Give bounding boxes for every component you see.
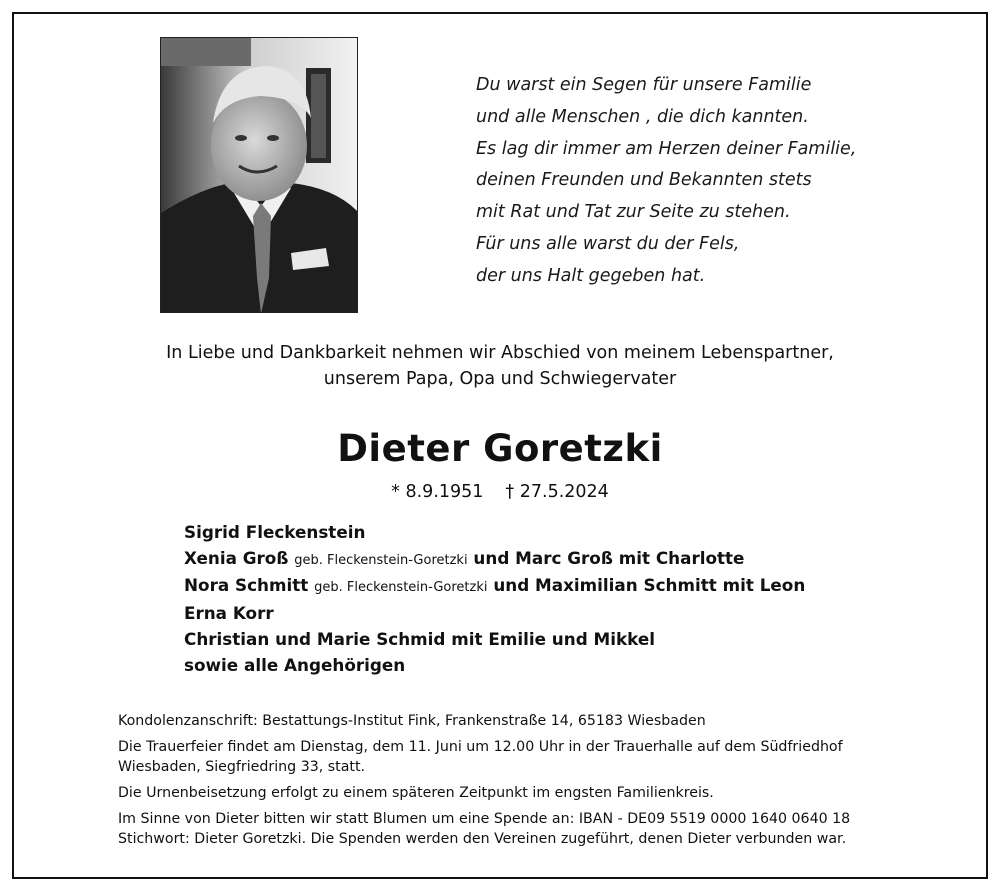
mourner-line: sowie alle Angehörigen — [184, 654, 406, 675]
birth-date: * 8.9.1951 — [391, 482, 484, 502]
mourner-partner: und Maximilian Schmitt mit Leon — [493, 575, 806, 596]
funeral-line-2: Wiesbaden, Siegfriedring 33, statt. — [118, 759, 366, 775]
condolence-address: Kondolenzanschrift: Bestattungs-Institut Fink, Frankenstraße 14, 65183 Wiesbaden — [118, 713, 706, 729]
urn-burial: Die Urnenbeisetzung erfolgt zu einem späteren Zeitpunkt im engsten Familienkreis. — [118, 785, 714, 801]
poem-line: Es lag dir immer am Herzen deiner Familie, — [476, 138, 857, 159]
mourner-partner: und Marc Groß mit Charlotte — [473, 547, 745, 568]
poem-line: deinen Freunden und Bekannten stets — [476, 170, 812, 191]
funeral-line-1: Die Trauerfeier findet am Dienstag, dem 11. Juni um 12.00 Uhr in der Trauerhalle auf dem Südfriedhof — [118, 739, 843, 755]
poem-line: Für uns alle warst du der Fels, — [476, 233, 740, 254]
mourner-line — [184, 546, 884, 574]
mourner-name: Nora Schmitt — [184, 575, 309, 596]
poem-line: mit Rat und Tat zur Seite zu stehen. — [476, 202, 791, 223]
poem-line: und alle Menschen , die dich kannten. — [476, 106, 809, 127]
life-dates — [100, 479, 900, 505]
intro-line-1: In Liebe und Dankbarkeit nehmen wir Abschied von meinem Lebenspartner, — [166, 343, 834, 363]
funeral-info — [118, 711, 898, 849]
death-date: † 27.5.2024 — [505, 482, 609, 502]
mourner-line: Christian und Marie Schmid mit Emilie und Mikkel — [184, 628, 655, 649]
intro-line-2: unserem Papa, Opa und Schwiegervater — [323, 369, 677, 389]
donation-line-2: Stichwort: Dieter Goretzki. Die Spenden werden den Vereinen zugeführt, denen Dieter verbunden war. — [118, 831, 847, 847]
mourner-name: Xenia Groß — [184, 547, 289, 568]
mourner-line: Erna Korr — [184, 603, 274, 624]
poem-line: Du warst ein Segen für unsere Familie — [476, 75, 812, 95]
donation-line-1: Im Sinne von Dieter bitten wir statt Blumen um eine Spende an: IBAN - DE09 5519 0000 1640 0640 18 — [118, 811, 851, 827]
portrait-photo — [160, 37, 358, 313]
funeral-service — [118, 737, 898, 777]
poem-line: der uns Halt gegeben hat. — [476, 265, 706, 286]
deceased-name: Dieter Goretzki — [337, 427, 663, 470]
maiden-name: geb. Fleckenstein-Goretzki — [294, 552, 468, 568]
maiden-name: geb. Fleckenstein-Goretzki — [314, 580, 488, 596]
mourner-line: Sigrid Fleckenstein — [184, 522, 366, 542]
mourner-line — [184, 573, 884, 601]
donation-request — [118, 809, 898, 849]
mourners-list — [184, 520, 884, 678]
poem — [476, 70, 896, 293]
farewell-intro — [100, 340, 900, 392]
